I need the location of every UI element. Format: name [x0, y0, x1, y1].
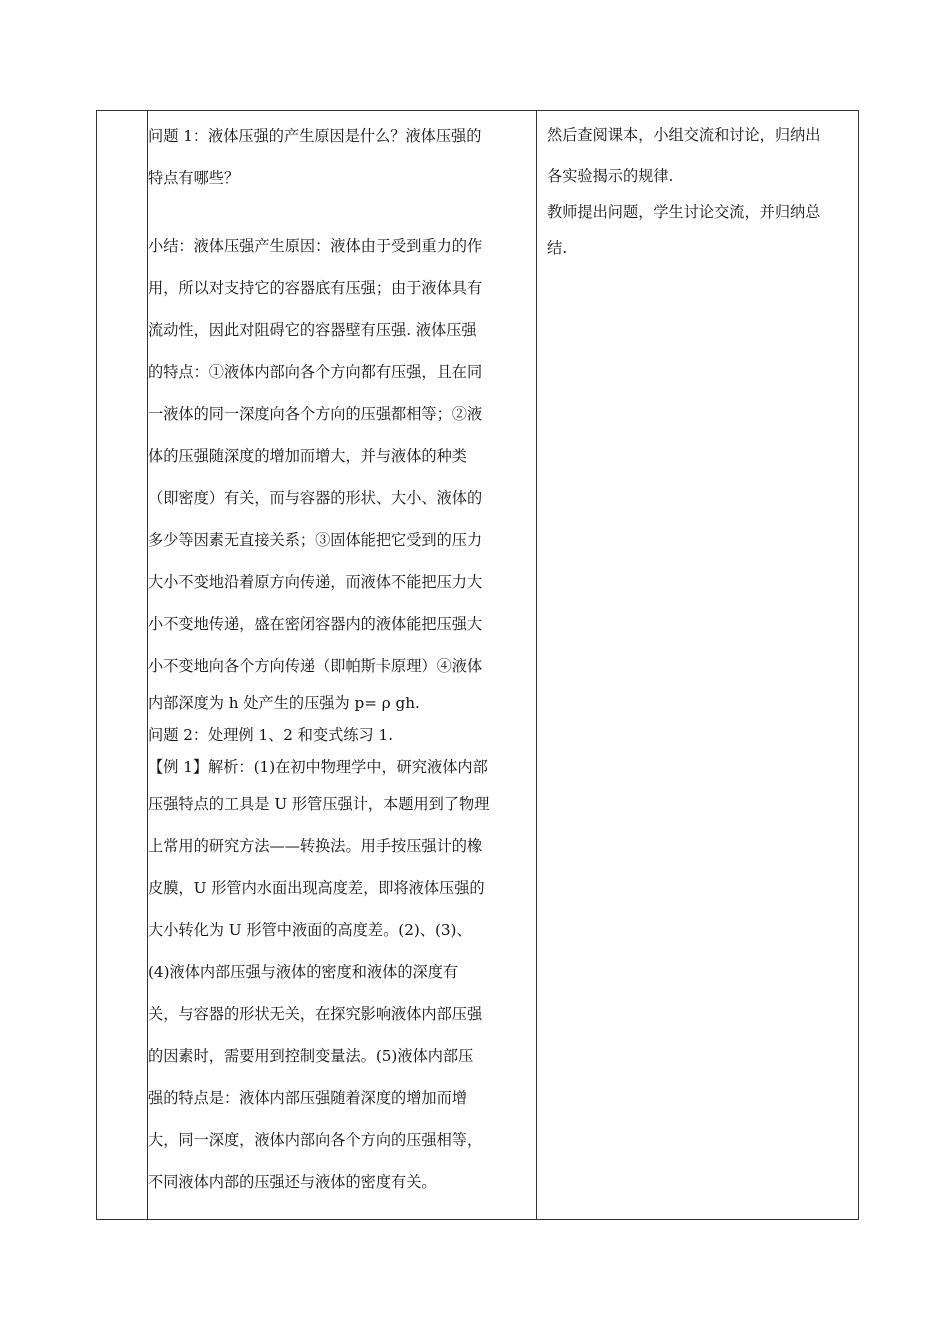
question-2-line: 问题 2：处理例 1、2 和变式练习 1. [148, 726, 394, 744]
method-line: 各实验揭示的规律. [547, 166, 674, 185]
method-line: 教师提出问题，学生讨论交流，并归纳总 [547, 203, 821, 221]
summary-line: 一液体的同一深度向各个方向的压强都相等；②液 [148, 405, 483, 423]
method-column [547, 115, 857, 269]
column-divider-2 [536, 111, 537, 1219]
summary-line: 多少等因素无直接关系；③固体能把它受到的压力 [148, 531, 483, 549]
summary-line: 内部深度为 h 处产生的压强为 p= ρ gh. [148, 694, 420, 712]
summary-line: 用，所以对支持它的容器底有压强；由于液体具有 [148, 279, 483, 297]
example-line: 【例 1】解析：(1)在初中物理学中，研究液体内部 [148, 758, 488, 776]
activity-column [148, 115, 533, 1203]
method-line: 结. [547, 239, 568, 257]
summary-line: （即密度）有关，而与容器的形状、大小、液体的 [148, 489, 483, 507]
summary-line: 大小不变地沿着原方向传递，而液体不能把压力大 [148, 573, 483, 591]
example-line: 压强特点的工具是 U 形管压强计，本题用到了物理 [148, 795, 490, 813]
example-line: (4)液体内部压强与液体的密度和液体的深度有 [148, 963, 459, 981]
example-line: 大小转化为 U 形管中液面的高度差。(2)、(3)、 [148, 921, 472, 939]
lesson-table [96, 110, 859, 1220]
summary-line: 小结：液体压强产生原因：液体由于受到重力的作 [148, 237, 483, 255]
summary-line: 流动性，因此对阻碍它的容器壁有压强. 液体压强 [148, 321, 477, 339]
example-line: 的因素时，需要用到控制变量法。(5)液体内部压 [148, 1047, 474, 1065]
example-line: 大，同一深度，液体内部向各个方向的压强相等， [148, 1131, 483, 1149]
example-line: 关，与容器的形状无关，在探究影响液体内部压强 [148, 1005, 483, 1023]
example-line: 不同液体内部的压强还与液体的密度有关。 [148, 1173, 437, 1191]
summary-line: 体的压强随深度的增加而增大，并与液体的种类 [148, 447, 467, 465]
method-line: 然后查阅课本，小组交流和讨论，归纳出 [547, 126, 821, 144]
example-line: 皮膜，U 形管内水面出现高度差，即将液体压强的 [148, 879, 485, 897]
question-1-line: 问题 1：液体压强的产生原因是什么？液体压强的 [148, 127, 482, 145]
question-1-line: 特点有哪些？ [148, 169, 240, 187]
summary-line: 的特点：①液体内部向各个方向都有压强，且在同 [148, 363, 483, 381]
summary-line: 小不变地传递，盛在密闭容器内的液体能把压强大 [148, 615, 483, 633]
summary-line: 小不变地向各个方向传递（即帕斯卡原理）④液体 [148, 657, 483, 675]
example-line: 强的特点是：液体内部压强随着深度的增加而增 [148, 1089, 467, 1107]
example-line: 上常用的研究方法——转换法。用手按压强计的橡 [148, 837, 483, 855]
